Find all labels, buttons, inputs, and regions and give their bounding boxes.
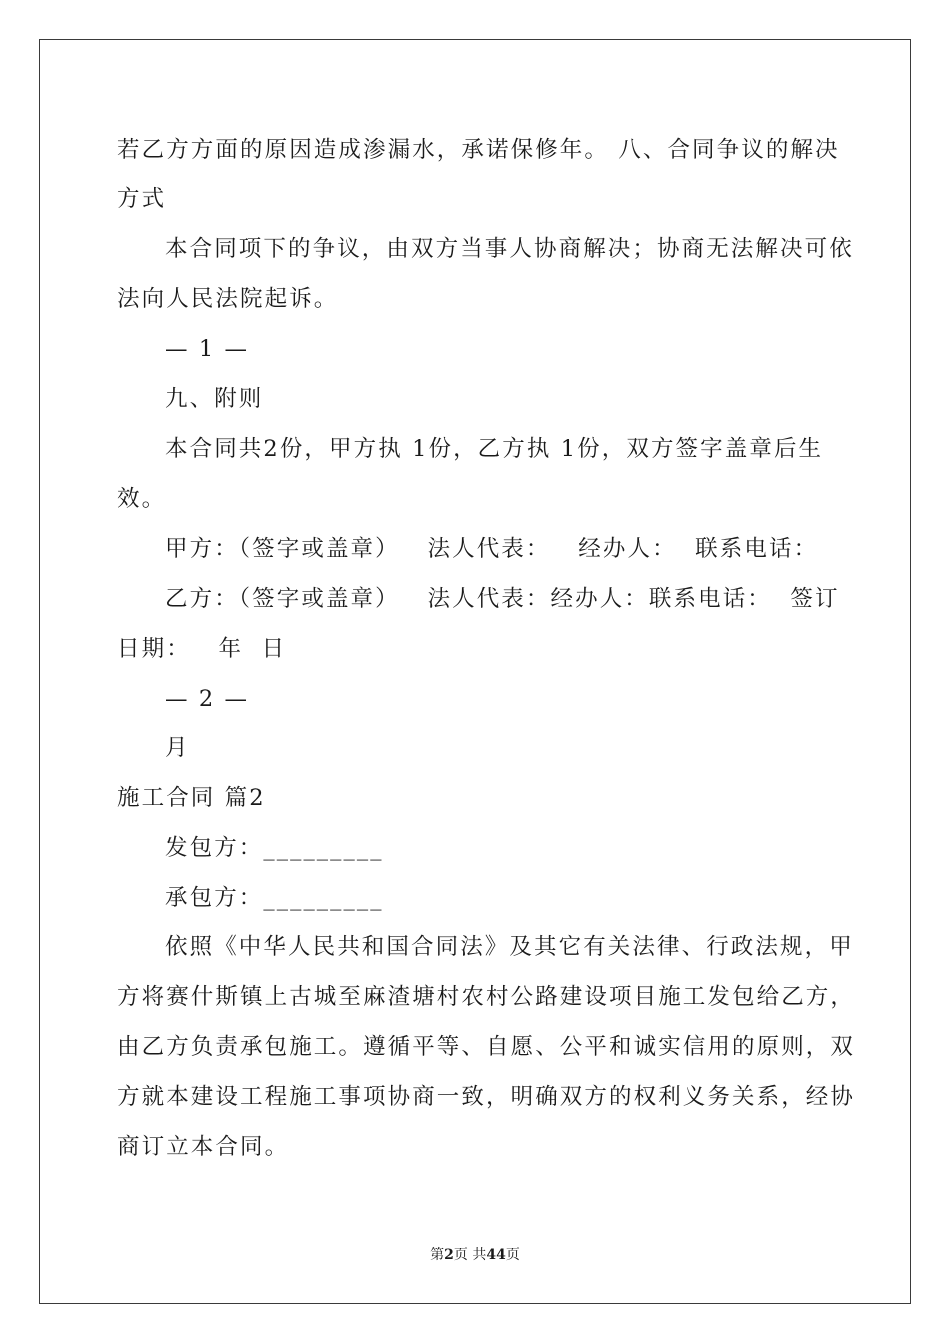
current-page-number: 2 [444,1247,454,1263]
page-separator-1: — 1 — [165,336,250,362]
total-page-count: 44 [486,1247,506,1263]
body-text-line: 本合同项下的争议，由双方当事人协商解决；协商无法解决可依 [165,236,854,262]
body-text-line: 方将赛什斯镇上古城至麻渣塘村农村公路建设项目施工发包给乙方， [117,984,856,1010]
employer-blank: _________ [263,835,384,861]
footer-mid: 页 共 [453,1247,487,1263]
body-text-line: 依照《中华人民共和国合同法》及其它有关法律、行政法规，甲 [165,934,854,960]
contractor-label: 承包方： [165,885,264,911]
signature-line-party-a: 甲方：（签字或盖章） 法人代表： 经办人： 联系电话： [165,536,819,562]
body-text-line: 本合同共2份，甲方执 1份，乙方执 1份，双方签字盖章后生 [165,436,824,462]
footer-prefix: 第 [430,1247,445,1263]
body-text-line: 方就本建设工程施工事项协商一致，明确双方的权利义务关系，经协 [117,1084,856,1110]
body-text-line: 月 [165,735,190,761]
page-border [39,39,911,1304]
body-text-line: 效。 [117,486,167,512]
employer-label: 发包方： [165,835,264,861]
contractor-field [165,883,384,913]
employer-field [165,833,384,863]
body-text-line: 方式 [117,186,167,212]
section-heading: 九、附则 [165,386,264,412]
contract-title: 施工合同 篇2 [117,785,266,811]
page-separator-2: — 2 — [165,686,250,712]
body-text-line: 由乙方负责承包施工。遵循平等、自愿、公平和诚实信用的原则，双 [117,1034,856,1060]
body-text-line: 法向人民法院起诉。 [117,286,339,312]
contractor-blank: _________ [263,885,384,911]
body-text-line: 若乙方方面的原因造成渗漏水，承诺保修年。 八、合同争议的解决 [117,137,840,163]
footer-suffix: 页 [505,1247,520,1263]
body-text-line: 商订立本合同。 [117,1134,290,1160]
date-line: 日期： 年 日 [117,636,287,662]
page-footer [0,1246,950,1264]
signature-line-party-b: 乙方：（签字或盖章） 法人代表：经办人：联系电话： 签订 [165,586,840,612]
